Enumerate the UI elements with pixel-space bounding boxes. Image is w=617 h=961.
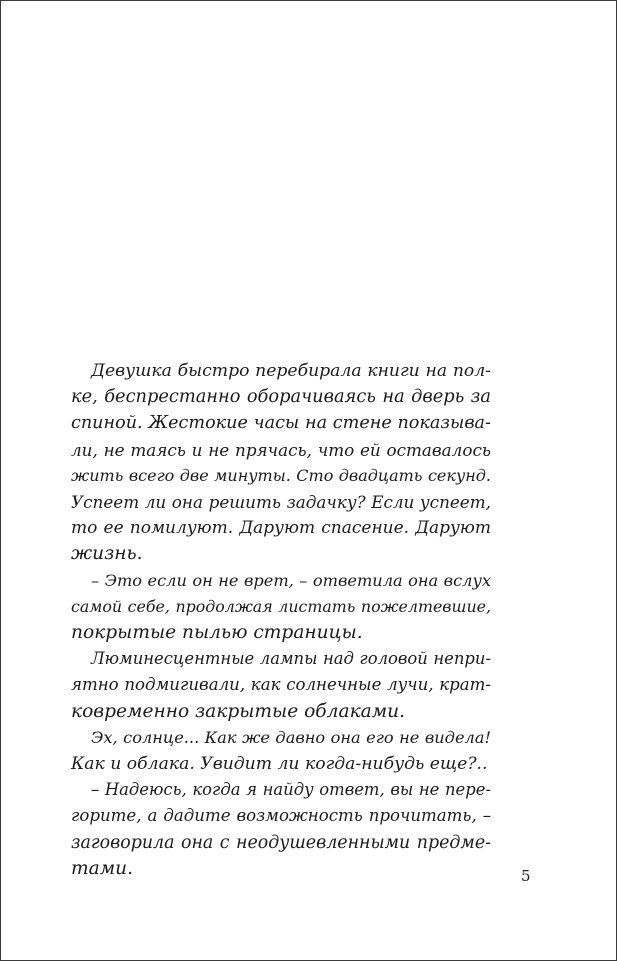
text-line: Люминесцентные лампы над головой непри- <box>91 649 491 669</box>
text-line: ковременно закрытые облаками. <box>71 700 406 722</box>
text-line: Успеет ли она решить задачку? Если успеет, <box>71 492 491 513</box>
text-line: – Это если он не врет, – ответила она вслух <box>91 570 491 590</box>
text-line: самой себе, продолжая листать пожелтевшие, <box>71 596 491 616</box>
text-line: жизнь. <box>71 543 143 565</box>
text-line: ке, беспрестанно оборачиваясь на дверь за <box>71 386 491 408</box>
text-line: горите, а дадите возможность прочитать, – <box>71 806 491 826</box>
text-line: покрытые пылью страницы. <box>71 622 363 644</box>
text-line: то ее помилуют. Даруют спасение. Даруют <box>71 518 491 539</box>
text-line: Девушка быстро перебирала книги на пол- <box>91 361 491 381</box>
text-line: – Надеюсь, когда я найду ответ, вы не пере- <box>91 780 491 800</box>
text-line: жить всего две минуты. Сто двадцать секунд. <box>71 465 491 485</box>
text-line: ятно подмигивали, как солнечные лучи, крат- <box>71 675 491 695</box>
body-text <box>71 358 491 882</box>
text-line: ли, не таясь и не прячась, что ей оставалось <box>71 439 491 460</box>
page-number: 5 <box>521 867 531 885</box>
text-line: Как и облака. Увидит ли когда-нибудь еще?.. <box>71 754 488 775</box>
text-line: Эх, солнце... Как же давно она его не видела! <box>91 727 491 747</box>
text-line: тами. <box>71 857 134 879</box>
text-line: спиной. Жестокие часы на стене показыва- <box>71 413 491 434</box>
text-line: заговорила она с неодушевленными предме- <box>71 832 491 853</box>
